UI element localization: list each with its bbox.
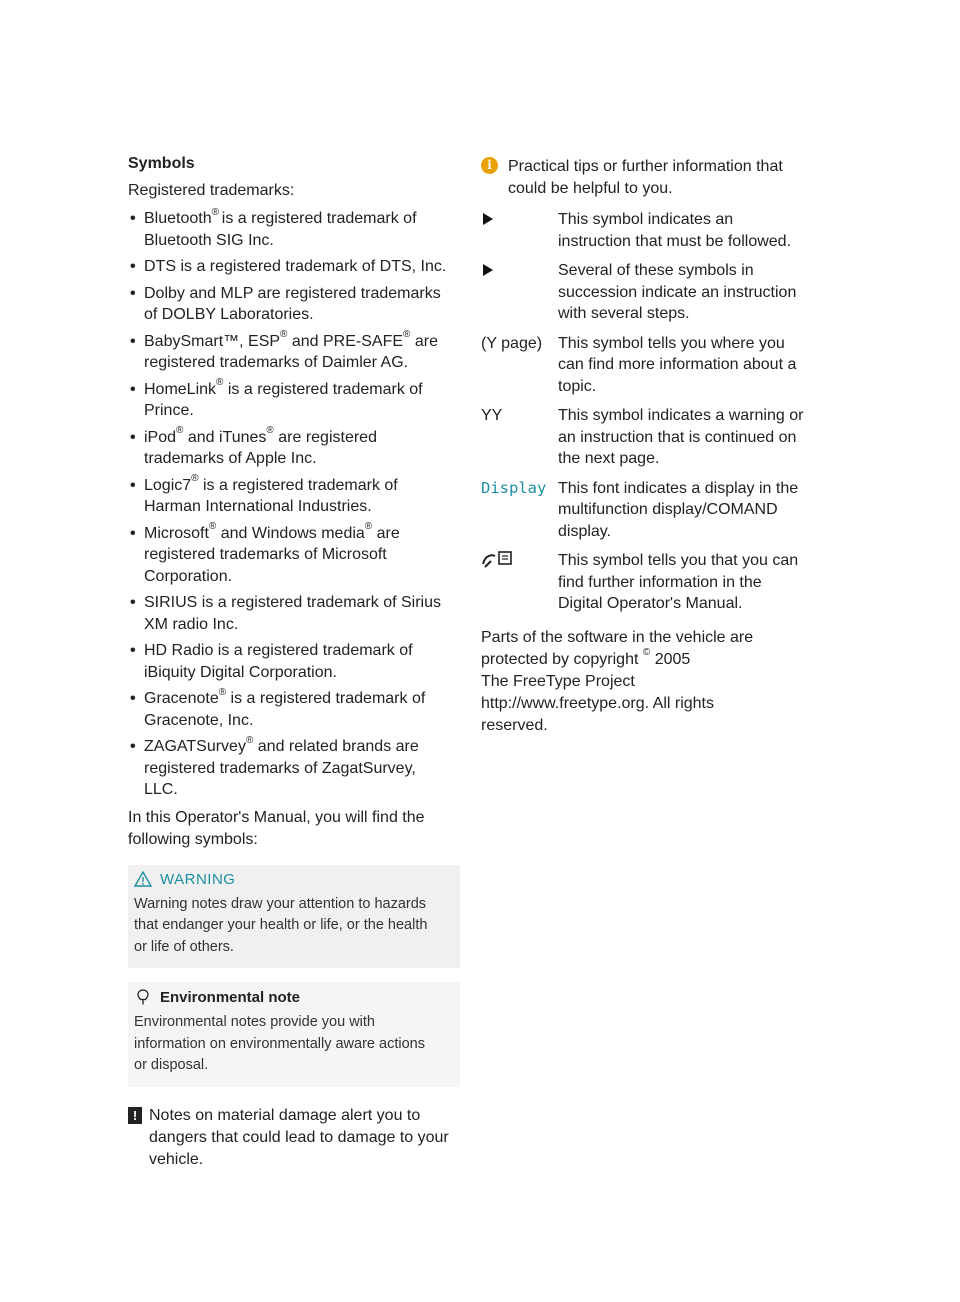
bullet-dot: • (130, 642, 136, 659)
tip-text: Practical tips or further information that could be helpful to you. (508, 158, 783, 197)
lightbulb-icon (134, 988, 152, 1006)
material-damage-note (128, 1105, 460, 1171)
bullet-dot: • (130, 258, 136, 275)
symbol-row (481, 333, 821, 398)
trademark-item: • ZAGATSurvey® and related brands are registered trademarks of ZagatSurvey, LLC. (130, 734, 419, 798)
outro-text: In this Operator's Manual, you will find the following symbols: (128, 808, 425, 848)
digital-manual-icon (481, 550, 515, 570)
trademark-item: • Gracenote® is a registered trademark of Gracenote, Inc. (130, 686, 426, 729)
symbol-description: This symbol indicates a warning or an instruction that is continued on the next page. (558, 407, 804, 467)
symbol-row (481, 260, 821, 325)
practical-tip (481, 156, 821, 199)
intro-text: Registered trademarks: (128, 182, 295, 199)
trademark-item: • Dolby and MLP are registered trademarks of DOLBY Laboratories. (130, 284, 441, 323)
symbol-row (481, 478, 821, 543)
symbol-key: (Y page) (481, 334, 543, 352)
bullet-dot: • (130, 332, 136, 350)
symbol-key (481, 550, 558, 615)
trademark-item: • HD Radio is a registered trademark of iBiquity Digital Corporation. (130, 642, 413, 681)
trademark-item: • HomeLink® is a registered trademark of Prince. (130, 377, 423, 419)
symbol-key (481, 209, 558, 252)
env-title-row (134, 988, 452, 1006)
section-heading: Symbols (128, 155, 195, 172)
env-text: Environmental notes provide you with information on environmentally aware actions or disposal. (134, 1014, 425, 1073)
environmental-note-box (128, 982, 460, 1087)
bullet-dot: • (130, 690, 136, 707)
symbol-description: This font indicates a display in the multifunction display/COMAND display. (558, 479, 799, 540)
left-column (128, 150, 460, 1171)
symbol-row (481, 209, 821, 252)
trademark-item: • BabySmart™, ESP® and PRE-SAFE® are registered trademarks of Daimler AG. (130, 329, 438, 371)
bullet-dot: • (130, 738, 136, 755)
symbol-key (481, 260, 558, 325)
warning-box (128, 865, 460, 969)
trademark-item: • Microsoft® and Windows media® are registered trademarks of Microsoft Corporation. (130, 521, 400, 585)
bullet-dot: • (130, 284, 136, 302)
symbol-table (481, 209, 821, 615)
right-column (481, 150, 821, 737)
symbol-row (481, 405, 821, 470)
symbol-description: This symbol tells you where you can find more information about a topic. (558, 334, 797, 395)
bullet-dot: • (130, 476, 136, 494)
display-font-sample: Display (481, 478, 547, 497)
instruction-arrow-icon (483, 264, 493, 276)
symbol-description: Several of these symbols in succession indicate an instruction with several steps. (558, 262, 797, 322)
trademark-item: • DTS is a registered trademark of DTS, Inc. (128, 256, 460, 278)
symbol-description: This symbol tells you that you can find further information in the Digital Operator's Manual. (558, 552, 799, 612)
bullet-dot: • (130, 594, 136, 611)
damage-text: Notes on material damage alert you to dangers that could lead to damage to your vehicle. (149, 1106, 449, 1168)
symbol-row (481, 550, 821, 615)
instruction-arrow-icon (483, 213, 493, 225)
bullet-dot: • (130, 380, 136, 398)
warning-title-row (134, 871, 452, 888)
warning-triangle-icon (134, 871, 152, 887)
trademark-item: • SIRIUS is a registered trademark of Sirius XM radio Inc. (130, 594, 441, 633)
bullet-dot: • (130, 524, 136, 542)
trademark-list (128, 208, 460, 801)
env-title: Environmental note (160, 988, 301, 1006)
exclamation-icon: ! (128, 1107, 142, 1124)
symbol-description: This symbol indicates an instruction that must be followed. (558, 211, 792, 250)
trademark-item: • iPod® and iTunes® are registered trademarks of Apple Inc. (130, 425, 377, 467)
info-icon: i (481, 157, 498, 174)
bullet-dot: • (130, 210, 136, 227)
copyright-text: Parts of the software in the vehicle are protected by copyright © 2005 The FreeType Project http://www.freetype.org. All rights reserved. (481, 628, 754, 734)
trademark-item: • Logic7® is a registered trademark of Harman International Industries. (130, 473, 398, 515)
warning-title: WARNING (160, 870, 236, 888)
bullet-dot: • (130, 428, 136, 446)
symbol-key: YY (481, 407, 503, 424)
trademark-item: • Bluetooth® is a registered trademark of Bluetooth SIG Inc. (130, 206, 417, 249)
warning-text: Warning notes draw your attention to hazards that endanger your health or life, or the health or life of others. (134, 895, 428, 955)
